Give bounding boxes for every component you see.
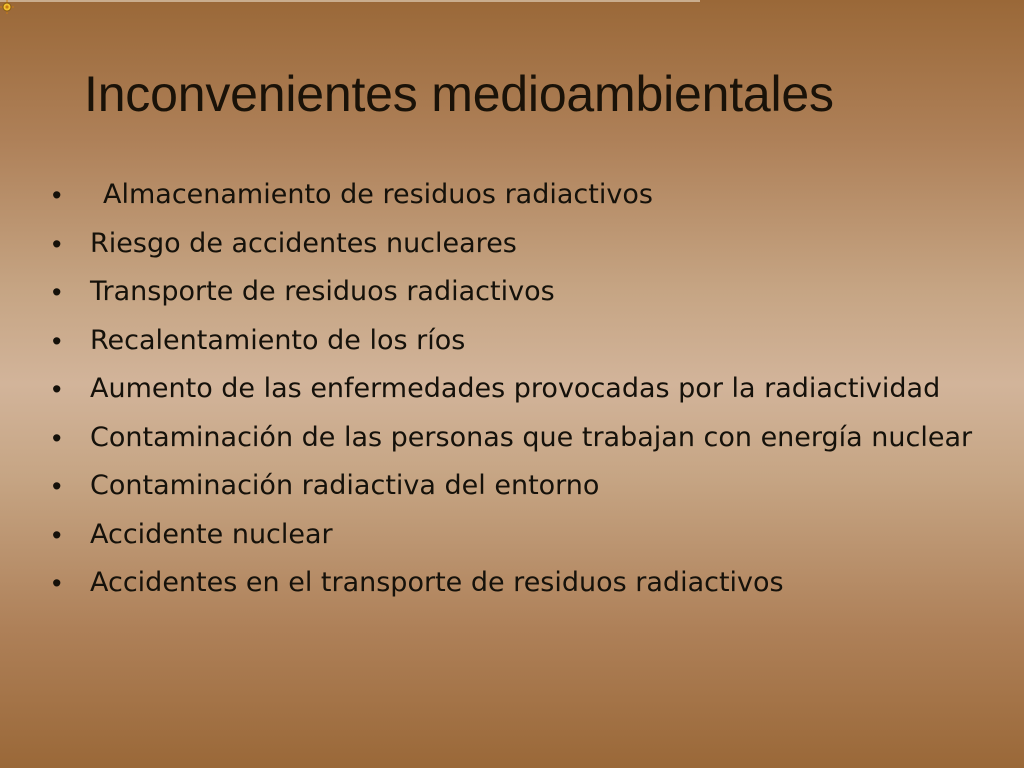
list-item	[52, 468, 992, 504]
slide-title: Inconvenientes medioambientales	[84, 66, 834, 122]
bullet-marker: •	[52, 325, 62, 356]
list-item-text: Aumento de las enfermedades provocadas por la radiactividad	[90, 373, 941, 404]
bullet-marker: •	[52, 471, 62, 501]
list-item	[52, 323, 992, 359]
list-item-text: Riesgo de accidentes nucleares	[90, 227, 517, 259]
bullet-list	[52, 177, 992, 614]
list-item-text: Accidentes en el transporte de residuos radiactivos	[90, 567, 784, 598]
bullet-marker: •	[52, 277, 62, 307]
bullet-marker: •	[52, 374, 62, 404]
list-item-text: Almacenamiento de residuos radiactivos	[103, 179, 653, 210]
list-item	[52, 371, 992, 407]
bullet-marker: •	[52, 568, 62, 598]
sun-ornament-icon	[0, 0, 16, 16]
bullet-marker: •	[52, 180, 62, 210]
list-item-text: Contaminación de las personas que trabajan con energía nuclear	[90, 421, 973, 453]
list-item	[52, 517, 992, 553]
list-item	[52, 177, 992, 213]
list-item-text: Accidente nuclear	[90, 518, 333, 550]
list-item	[52, 274, 992, 310]
bullet-marker: •	[52, 422, 62, 453]
bullet-marker: •	[52, 228, 62, 259]
top-decorative-line	[0, 0, 700, 2]
bullet-marker: •	[52, 519, 62, 550]
list-item	[52, 565, 992, 601]
list-item-text: Recalentamiento de los ríos	[90, 324, 466, 356]
list-item-text: Transporte de residuos radiactivos	[90, 276, 555, 307]
list-item-text: Contaminación radiactiva del entorno	[90, 470, 600, 501]
list-item	[52, 420, 992, 456]
list-item	[52, 226, 992, 262]
